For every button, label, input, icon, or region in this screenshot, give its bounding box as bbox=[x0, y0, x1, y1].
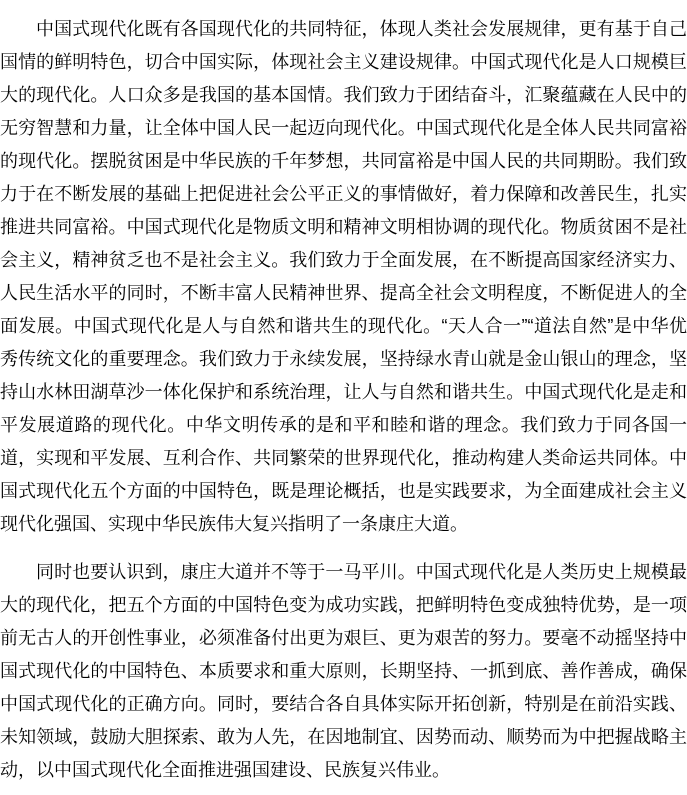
paragraph-1: 中国式现代化既有各国现代化的共同特征，体现人类社会发展规律，更有基于自己国情的鲜明特色，切合中国实际，体现社会主义建设规律。中国式现代化是人口规模巨大的现代化。人口众多是我国的基本国情。我们致力于团结奋斗，汇聚蕴藏在人民中的无穷智慧和力量，让全体中国人民一起迈向现代化。中国式现代化是全体人民共同富裕的现代化。摆脱贫困是中华民族的千年梦想，共同富裕是中国人民的共同期盼。我们致力于在不断发展的基础上把促进社会公平正义的事情做好，着力保障和改善民生，扎实推进共同富裕。中国式现代化是物质文明和精神文明相协调的现代化。物质贫困不是社会主义，精神贫乏也不是社会主义。我们致力于全面发展，在不断提高国家经济实力、人民生活水平的同时，不断丰富人民精神世界、提高全社会文明程度，不断促进人的全面发展。中国式现代化是人与自然和谐共生的现代化。“天人合一”“道法自然”是中华优秀传统文化的重要理念。我们致力于永续发展，坚持绿水青山就是金山银山的理念，坚持山水林田湖草沙一体化保护和系统治理，让人与自然和谐共生。中国式现代化是走和平发展道路的现代化。中华文明传承的是和平和睦和谐的理念。我们致力于同各国一道，实现和平发展、互利合作、共同繁荣的世界现代化，推动构建人类命运共同体。中国式现代化五个方面的中国特色，既是理论概括，也是实践要求，为全面建成社会主义现代化强国、实现中华民族伟大复兴指明了一条康庄大道。 bbox=[0, 19, 687, 534]
paragraph-2: 同时也要认识到，康庄大道并不等于一马平川。中国式现代化是人类历史上规模最大的现代化，把五个方面的中国特色变为成功实践，把鲜明特色变成独特优势，是一项前无古人的开创性事业，必须准备付出更为艰巨、更为艰苦的努力。要毫不动摇坚持中国式现代化的中国特色、本质要求和重大原则，长期坚持、一抓到底、善作善成，确保中国式现代化的正确方向。同时，要结合各自具体实际开拓创新，特别是在前沿实践、未知领域，鼓励大胆探索、敢为人先，在因地制宜、因势而动、顺势而为中把握战略主动，以中国式现代化全面推进强国建设、民族复兴伟业。 bbox=[0, 562, 687, 780]
